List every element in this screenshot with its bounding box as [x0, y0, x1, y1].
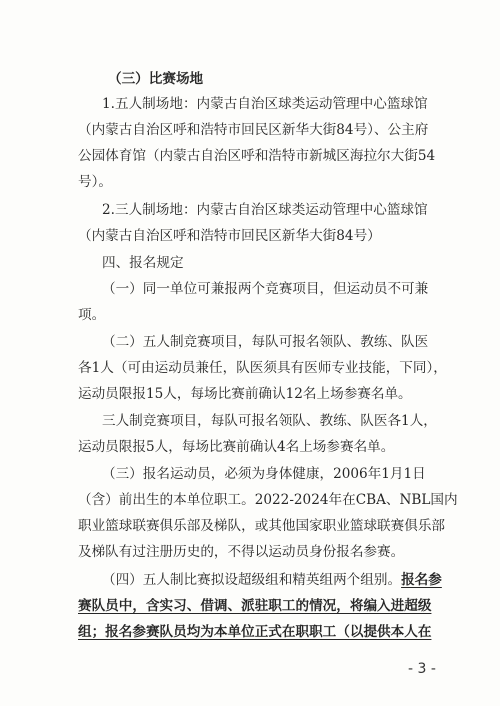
- venue-paragraph-2-line-1: 2.三人制场地：内蒙古自治区球类运动管理中心篮球馆: [102, 202, 428, 218]
- registration-rule-2-line-2: 各1人（可由运动员兼任，队医须具有医师专业技能，下同），: [78, 360, 447, 376]
- venue-paragraph-1-line-1: 1.五人制场地：内蒙古自治区球类运动管理中心篮球馆: [102, 96, 428, 112]
- registration-rule-5-bold-text: 报名参: [401, 572, 442, 588]
- registration-rule-5-line-3: 组；报名参赛队员均为本单位正式在职职工（以提供本人在: [78, 624, 432, 640]
- registration-rule-4-line-4: 及梯队有过注册历史的，不得以运动员身份报名参赛。: [78, 544, 405, 560]
- section-heading-venue: （三）比赛场地: [108, 71, 204, 87]
- page-number: - 3 -: [408, 661, 436, 677]
- registration-rule-3-line-1: 三人制竞赛项目，每队可报名领队、教练、队医各1人，: [102, 413, 437, 429]
- registration-rule-2-line-3: 运动员限报15人，每场比赛前确认12名上场参赛名单。: [78, 386, 412, 402]
- venue-paragraph-1-line-4: 号）。: [78, 174, 112, 190]
- section-heading-registration: 四、报名规定: [102, 255, 184, 271]
- venue-paragraph-2-line-2: （内蒙古自治区呼和浩特市回民区新华大街84号）: [78, 228, 381, 244]
- registration-rule-3-line-2: 运动员限报5人，每场比赛前确认4名上场参赛名单。: [78, 439, 395, 455]
- registration-rule-5-normal-text: （四）五人制比赛拟设超级组和精英组两个组别。: [102, 572, 402, 588]
- registration-rule-4-line-2: （含）前出生的本单位职工。2022-2024年在CBA、NBL国内: [78, 492, 458, 508]
- registration-rule-1-line-1: （一）同一单位可兼报两个竞赛项目，但运动员不可兼: [102, 281, 429, 297]
- registration-rule-1-line-2: 项。: [78, 307, 106, 323]
- registration-rule-5-line-2: 赛队员中，含实习、借调、派驻职工的情况，将编入进超级: [78, 598, 432, 614]
- venue-paragraph-1-line-3: 公园体育馆（内蒙古自治区呼和浩特市新城区海拉尔大街54: [78, 148, 436, 164]
- venue-paragraph-1-line-2: （内蒙古自治区呼和浩特市回民区新华大街84号）、公主府: [78, 122, 429, 138]
- registration-rule-5-line-1: [102, 570, 442, 590]
- registration-rule-4-line-1: （三）报名运动员，必须为身体健康，2006年1月1日: [102, 466, 426, 482]
- registration-rule-2-line-1: （二）五人制竞赛项目，每队可报名领队、教练、队医: [102, 334, 429, 350]
- registration-rule-4-line-3: 职业篮球联赛俱乐部及梯队，或其他国家职业篮球联赛俱乐部: [78, 518, 446, 534]
